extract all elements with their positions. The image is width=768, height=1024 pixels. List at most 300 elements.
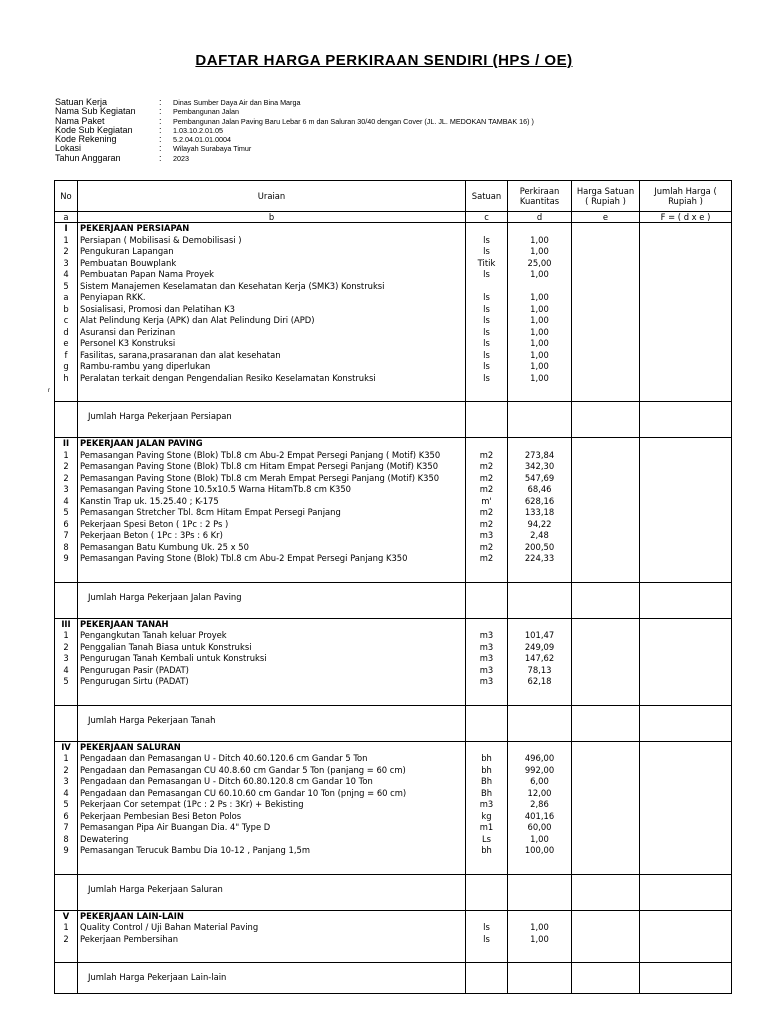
item-uraian: Alat Pelindung Kerja (APK) dan Alat Pelindung Diri (APD)	[78, 315, 466, 327]
empty-cell	[640, 582, 732, 613]
section-header-row	[55, 438, 732, 450]
empty-cell	[466, 741, 508, 753]
info-label: Nama Paket	[55, 115, 105, 126]
letter-uraian: b	[78, 212, 466, 223]
section-title: PEKERJAAN LAIN-LAIN	[78, 910, 466, 922]
item-number: 2	[55, 934, 78, 946]
item-jumlah-harga	[640, 776, 732, 788]
info-value: Pembangunan Jalan	[173, 107, 239, 117]
section-total-label: Jumlah Harga Pekerjaan Persiapan	[78, 402, 466, 433]
table-row	[55, 776, 732, 788]
item-uraian: Pengangkutan Tanah keluar Proyek	[78, 630, 466, 642]
header-harga-satuan: Harga Satuan ( Rupiah )	[572, 181, 640, 212]
empty-cell	[55, 402, 78, 433]
section-number: V	[55, 910, 78, 922]
empty-cell	[640, 223, 732, 235]
empty-cell	[55, 945, 78, 963]
item-harga-satuan	[572, 530, 640, 542]
section-title: PEKERJAAN SALURAN	[78, 741, 466, 753]
empty-cell	[572, 741, 640, 753]
table-row	[55, 788, 732, 800]
section-total-row	[55, 705, 732, 736]
item-uraian: Pemasangan Terucuk Bambu Dia 10-12 , Panjang 1,5m	[78, 845, 466, 857]
item-jumlah-harga	[640, 676, 732, 688]
item-kuantitas: 200,50	[508, 542, 572, 554]
item-jumlah-harga	[640, 765, 732, 777]
table-row	[55, 519, 732, 531]
item-number: 1	[55, 235, 78, 247]
info-value: Wilayah Surabaya Timur	[173, 144, 252, 154]
spacer-row	[55, 688, 732, 706]
item-number: 2	[55, 765, 78, 777]
empty-cell	[55, 688, 78, 706]
item-satuan: m3	[466, 653, 508, 665]
section-total-row	[55, 582, 732, 613]
item-number: e	[55, 338, 78, 350]
empty-cell	[572, 565, 640, 583]
item-jumlah-harga	[640, 542, 732, 554]
item-uraian: Pekerjaan Pembersihan	[78, 934, 466, 946]
item-harga-satuan	[572, 788, 640, 800]
item-harga-satuan	[572, 246, 640, 258]
empty-cell	[640, 618, 732, 630]
empty-cell	[508, 910, 572, 922]
table-row	[55, 553, 732, 565]
table-header-row	[55, 181, 732, 212]
table-row	[55, 507, 732, 519]
empty-cell	[572, 857, 640, 875]
section-number: IV	[55, 741, 78, 753]
item-jumlah-harga	[640, 246, 732, 258]
item-number: 4	[55, 269, 78, 281]
item-kuantitas: 2,86	[508, 799, 572, 811]
item-harga-satuan	[572, 450, 640, 462]
section-total-label: Jumlah Harga Pekerjaan Saluran	[78, 874, 466, 905]
item-uraian: Rambu-rambu yang diperlukan	[78, 361, 466, 373]
item-number: 2	[55, 642, 78, 654]
item-harga-satuan	[572, 269, 640, 281]
item-harga-satuan	[572, 281, 640, 293]
table-row	[55, 246, 732, 258]
item-kuantitas: 992,00	[508, 765, 572, 777]
table-row	[55, 338, 732, 350]
item-harga-satuan	[572, 665, 640, 677]
empty-cell	[640, 565, 732, 583]
empty-cell	[508, 402, 572, 433]
empty-cell	[508, 945, 572, 963]
table-row	[55, 361, 732, 373]
item-number: 4	[55, 788, 78, 800]
item-number: 2	[55, 246, 78, 258]
item-harga-satuan	[572, 676, 640, 688]
item-uraian: Personel K3 Konstruksi	[78, 338, 466, 350]
section-title: PEKERJAAN TANAH	[78, 618, 466, 630]
item-number: 3	[55, 484, 78, 496]
item-number: 1	[55, 922, 78, 934]
item-uraian: Quality Control / Uji Bahan Material Paving	[78, 922, 466, 934]
item-satuan: m2	[466, 484, 508, 496]
info-value: 1.03.10.2.01.05	[173, 125, 223, 135]
empty-cell	[572, 384, 640, 402]
item-uraian: Peralatan terkait dengan Pengendalian Resiko Keselamatan Konstruksi	[78, 373, 466, 385]
info-colon: :	[159, 152, 162, 163]
item-uraian: Pengadaan dan Pemasangan CU 60.10.60 cm Gandar 10 Ton (pnjng = 60 cm)	[78, 788, 466, 800]
info-colon: :	[159, 115, 162, 126]
item-satuan: m3	[466, 530, 508, 542]
info-label: Tahun Anggaran	[55, 152, 121, 163]
empty-cell	[640, 945, 732, 963]
item-jumlah-harga	[640, 519, 732, 531]
empty-cell	[508, 565, 572, 583]
item-jumlah-harga	[640, 304, 732, 316]
item-uraian: Pengadaan dan Pemasangan U - Ditch 60.80.120.8 cm Gandar 10 Ton	[78, 776, 466, 788]
item-harga-satuan	[572, 519, 640, 531]
item-kuantitas: 1,00	[508, 269, 572, 281]
item-kuantitas: 100,00	[508, 845, 572, 857]
info-colon: :	[159, 134, 162, 145]
table-row	[55, 765, 732, 777]
item-harga-satuan	[572, 553, 640, 565]
item-uraian: Pemasangan Paving Stone (Blok) Tbl.8 cm Abu-2 Empat Persegi Panjang K350	[78, 553, 466, 565]
empty-cell	[466, 438, 508, 450]
item-satuan: m2	[466, 473, 508, 485]
section-title: PEKERJAAN PERSIAPAN	[78, 223, 466, 235]
table-row	[55, 630, 732, 642]
item-satuan: m3	[466, 799, 508, 811]
table-row	[55, 484, 732, 496]
item-uraian: Penggalian Tanah Biasa untuk Konstruksi	[78, 642, 466, 654]
item-number: 2	[55, 473, 78, 485]
item-kuantitas: 101,47	[508, 630, 572, 642]
empty-cell	[640, 857, 732, 875]
item-uraian: Pengurugan Sirtu (PADAT)	[78, 676, 466, 688]
letter-jumlah: F = ( d x e )	[640, 212, 732, 223]
item-jumlah-harga	[640, 845, 732, 857]
empty-cell	[640, 384, 732, 402]
letter-kuantitas: d	[508, 212, 572, 223]
table-row	[55, 269, 732, 281]
empty-cell	[55, 963, 78, 994]
empty-cell	[508, 618, 572, 630]
table-row	[55, 653, 732, 665]
spacer-row	[55, 945, 732, 963]
item-kuantitas: 1,00	[508, 304, 572, 316]
item-jumlah-harga	[640, 553, 732, 565]
item-satuan: m2	[466, 542, 508, 554]
item-jumlah-harga	[640, 461, 732, 473]
item-number: h	[55, 373, 78, 385]
item-satuan: ls	[466, 934, 508, 946]
letter-no: a	[55, 212, 78, 223]
item-harga-satuan	[572, 373, 640, 385]
item-harga-satuan	[572, 461, 640, 473]
empty-cell	[78, 857, 466, 875]
item-satuan: ls	[466, 361, 508, 373]
item-uraian: Sosialisasi, Promosi dan Pelatihan K3	[78, 304, 466, 316]
item-number: 7	[55, 822, 78, 834]
item-satuan: ls	[466, 327, 508, 339]
table-row	[55, 496, 732, 508]
item-kuantitas: 1,00	[508, 922, 572, 934]
item-number: d	[55, 327, 78, 339]
item-kuantitas: 628,16	[508, 496, 572, 508]
item-harga-satuan	[572, 542, 640, 554]
empty-cell	[508, 384, 572, 402]
item-jumlah-harga	[640, 327, 732, 339]
item-uraian: Pemasangan Paving Stone (Blok) Tbl.8 cm Merah Empat Persegi Panjang (Motif) K350	[78, 473, 466, 485]
item-kuantitas: 1,00	[508, 327, 572, 339]
item-satuan: m1	[466, 822, 508, 834]
item-number: 4	[55, 496, 78, 508]
item-number: f	[55, 350, 78, 362]
spacer-row	[55, 565, 732, 583]
table-row	[55, 281, 732, 293]
item-jumlah-harga	[640, 269, 732, 281]
item-satuan: m2	[466, 519, 508, 531]
item-number: 2	[55, 461, 78, 473]
item-jumlah-harga	[640, 822, 732, 834]
table-row	[55, 822, 732, 834]
empty-cell	[508, 582, 572, 613]
item-kuantitas: 401,16	[508, 811, 572, 823]
item-kuantitas: 6,00	[508, 776, 572, 788]
item-jumlah-harga	[640, 338, 732, 350]
item-kuantitas: 342,30	[508, 461, 572, 473]
item-jumlah-harga	[640, 753, 732, 765]
section-header-row	[55, 223, 732, 235]
section-total-row	[55, 963, 732, 994]
empty-cell	[466, 565, 508, 583]
item-satuan: m2	[466, 450, 508, 462]
table-row	[55, 542, 732, 554]
item-satuan: m3	[466, 676, 508, 688]
empty-cell	[572, 688, 640, 706]
empty-cell	[466, 945, 508, 963]
item-jumlah-harga	[640, 630, 732, 642]
section-number: III	[55, 618, 78, 630]
empty-cell	[572, 945, 640, 963]
item-uraian: Pemasangan Pipa Air Buangan Dia. 4" Type D	[78, 822, 466, 834]
item-satuan: m3	[466, 630, 508, 642]
item-uraian: Penyiapan RKK.	[78, 292, 466, 304]
item-number: 1	[55, 450, 78, 462]
empty-cell	[466, 582, 508, 613]
table-row	[55, 799, 732, 811]
header-satuan: Satuan	[466, 181, 508, 212]
item-harga-satuan	[572, 361, 640, 373]
item-harga-satuan	[572, 934, 640, 946]
empty-cell	[508, 741, 572, 753]
item-uraian: Pekerjaan Pembesian Besi Beton Polos	[78, 811, 466, 823]
item-number: b	[55, 304, 78, 316]
table-row	[55, 450, 732, 462]
item-harga-satuan	[572, 304, 640, 316]
item-number: 3	[55, 776, 78, 788]
item-uraian: Kanstin Trap uk. 15.25.40 ; K-175	[78, 496, 466, 508]
section-number: I	[55, 223, 78, 235]
item-jumlah-harga	[640, 373, 732, 385]
empty-cell	[640, 910, 732, 922]
hps-table-body	[55, 181, 732, 994]
item-uraian: Pengadaan dan Pemasangan CU 40.8.60 cm Gandar 5 Ton (panjang = 60 cm)	[78, 765, 466, 777]
section-total-label: Jumlah Harga Pekerjaan Tanah	[78, 705, 466, 736]
item-kuantitas: 78,13	[508, 665, 572, 677]
section-total-row	[55, 874, 732, 905]
empty-cell	[572, 963, 640, 994]
section-header-row	[55, 741, 732, 753]
item-satuan: bh	[466, 753, 508, 765]
empty-cell	[466, 963, 508, 994]
table-row	[55, 811, 732, 823]
item-satuan: m2	[466, 461, 508, 473]
item-satuan: ls	[466, 338, 508, 350]
empty-cell	[572, 582, 640, 613]
item-number: 6	[55, 811, 78, 823]
item-number: 9	[55, 845, 78, 857]
info-colon: :	[159, 143, 162, 154]
info-colon: :	[159, 106, 162, 117]
item-kuantitas: 1,00	[508, 315, 572, 327]
item-jumlah-harga	[640, 665, 732, 677]
empty-cell	[466, 618, 508, 630]
item-harga-satuan	[572, 473, 640, 485]
item-kuantitas: 1,00	[508, 934, 572, 946]
item-jumlah-harga	[640, 811, 732, 823]
empty-cell	[466, 402, 508, 433]
item-uraian: Sistem Manajemen Keselamatan dan Kesehatan Kerja (SMK3) Konstruksi	[78, 281, 466, 293]
item-harga-satuan	[572, 258, 640, 270]
item-uraian: Pemasangan Paving Stone (Blok) Tbl.8 cm Hitam Empat Persegi Panjang (Motif) K350	[78, 461, 466, 473]
item-kuantitas: 147,62	[508, 653, 572, 665]
item-kuantitas: 1,00	[508, 350, 572, 362]
item-number: 3	[55, 653, 78, 665]
empty-cell	[508, 874, 572, 905]
section-total-row	[55, 402, 732, 433]
section-total-label: Jumlah Harga Pekerjaan Jalan Paving	[78, 582, 466, 613]
item-kuantitas: 273,84	[508, 450, 572, 462]
item-kuantitas: 547,69	[508, 473, 572, 485]
item-satuan: ls	[466, 235, 508, 247]
empty-cell	[572, 910, 640, 922]
letter-harga: e	[572, 212, 640, 223]
empty-cell	[466, 705, 508, 736]
table-row	[55, 834, 732, 846]
section-header-row	[55, 618, 732, 630]
hps-table	[54, 180, 732, 994]
item-satuan: ls	[466, 315, 508, 327]
section-title: PEKERJAAN JALAN PAVING	[78, 438, 466, 450]
empty-cell	[78, 384, 466, 402]
item-harga-satuan	[572, 845, 640, 857]
item-jumlah-harga	[640, 507, 732, 519]
item-kuantitas: 60,00	[508, 822, 572, 834]
item-satuan: ls	[466, 922, 508, 934]
empty-cell	[466, 857, 508, 875]
item-kuantitas: 224,33	[508, 553, 572, 565]
empty-cell	[466, 874, 508, 905]
item-uraian: Pemasangan Paving Stone (Blok) Tbl.8 cm Abu-2 Empat Persegi Panjang ( Motif) K350	[78, 450, 466, 462]
item-jumlah-harga	[640, 361, 732, 373]
item-kuantitas: 12,00	[508, 788, 572, 800]
empty-cell	[55, 874, 78, 905]
table-row	[55, 530, 732, 542]
spacer-row	[55, 384, 732, 402]
item-satuan: Bh	[466, 776, 508, 788]
item-kuantitas	[508, 281, 572, 293]
item-number: 5	[55, 281, 78, 293]
item-kuantitas: 1,00	[508, 235, 572, 247]
item-number: 1	[55, 753, 78, 765]
empty-cell	[78, 688, 466, 706]
item-jumlah-harga	[640, 788, 732, 800]
item-jumlah-harga	[640, 934, 732, 946]
empty-cell	[640, 874, 732, 905]
item-uraian: Pekerjaan Beton ( 1Pc : 3Ps : 6 Kr)	[78, 530, 466, 542]
document-title: DAFTAR HARGA PERKIRAAN SENDIRI (HPS / OE)	[195, 52, 573, 69]
empty-cell	[640, 438, 732, 450]
item-kuantitas: 249,09	[508, 642, 572, 654]
item-satuan: m2	[466, 507, 508, 519]
table-row	[55, 753, 732, 765]
item-kuantitas: 25,00	[508, 258, 572, 270]
empty-cell	[572, 223, 640, 235]
table-row	[55, 922, 732, 934]
item-satuan: bh	[466, 845, 508, 857]
empty-cell	[572, 402, 640, 433]
item-kuantitas: 1,00	[508, 246, 572, 258]
item-kuantitas: 133,18	[508, 507, 572, 519]
item-number: 9	[55, 553, 78, 565]
table-row	[55, 373, 732, 385]
item-jumlah-harga	[640, 653, 732, 665]
item-harga-satuan	[572, 235, 640, 247]
item-jumlah-harga	[640, 642, 732, 654]
item-jumlah-harga	[640, 350, 732, 362]
empty-cell	[572, 705, 640, 736]
item-uraian: Asuransi dan Perizinan	[78, 327, 466, 339]
item-harga-satuan	[572, 765, 640, 777]
item-uraian: Dewatering	[78, 834, 466, 846]
item-number: 5	[55, 507, 78, 519]
empty-cell	[508, 705, 572, 736]
item-uraian: Pekerjaan Cor setempat (1Pc : 2 Ps : 3Kr) + Bekisting	[78, 799, 466, 811]
info-label: Lokasi	[55, 143, 82, 154]
item-number: 1	[55, 630, 78, 642]
item-harga-satuan	[572, 327, 640, 339]
item-kuantitas: 62,18	[508, 676, 572, 688]
item-jumlah-harga	[640, 922, 732, 934]
section-total-label: Jumlah Harga Pekerjaan Lain-lain	[78, 963, 466, 994]
empty-cell	[640, 963, 732, 994]
item-jumlah-harga	[640, 530, 732, 542]
item-uraian: Pengukuran Lapangan	[78, 246, 466, 258]
info-label: Kode Sub Kegiatan	[55, 124, 133, 135]
item-kuantitas: 1,00	[508, 373, 572, 385]
item-kuantitas: 68,46	[508, 484, 572, 496]
item-harga-satuan	[572, 822, 640, 834]
item-jumlah-harga	[640, 235, 732, 247]
empty-cell	[55, 565, 78, 583]
item-satuan: ls	[466, 350, 508, 362]
item-satuan: ls	[466, 373, 508, 385]
item-uraian: Pemasangan Paving Stone 10.5x10.5 Warna HitamTb.8 cm K350	[78, 484, 466, 496]
item-uraian: Fasilitas, sarana,prasaranan dan alat kesehatan	[78, 350, 466, 362]
item-harga-satuan	[572, 630, 640, 642]
item-harga-satuan	[572, 776, 640, 788]
header-no: No	[55, 181, 78, 212]
empty-cell	[466, 910, 508, 922]
table-row	[55, 304, 732, 316]
